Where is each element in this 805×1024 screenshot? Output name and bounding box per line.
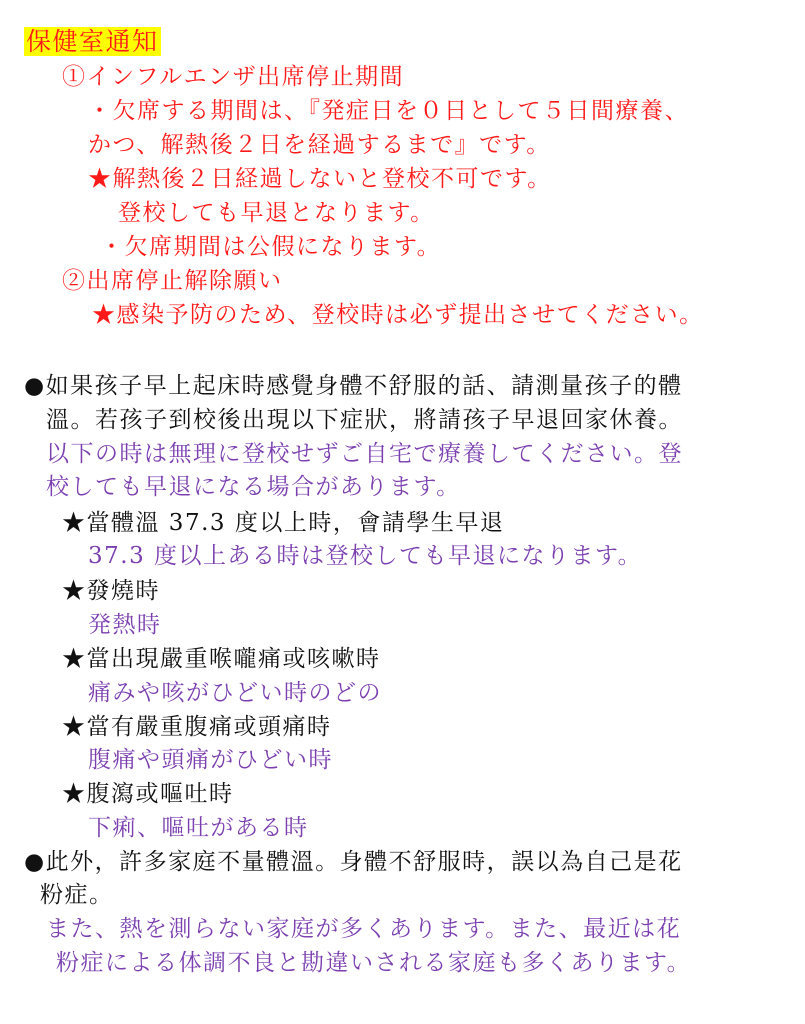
- section2-heading: ②出席停止解除願い: [62, 268, 283, 294]
- item-ja: 腹痛や頭痛がひどい時: [88, 747, 333, 773]
- item-zh: ★當出現嚴重喉嚨痛或咳嗽時: [62, 646, 381, 672]
- item-zh: ★發燒時: [62, 578, 160, 604]
- section1-line5: ・欠席期間は公假になります。: [100, 234, 442, 260]
- item-ja: 37.3 度以上ある時は登校しても早退になります。: [88, 543, 643, 569]
- p1-ja-line2: 校しても早退になる場合があります。: [46, 474, 461, 500]
- item-ja: 下痢、嘔吐がある時: [88, 815, 309, 841]
- section1-line2: かつ、解熱後２日を経過するまで』です。: [88, 132, 551, 158]
- section2-line1: ★感染予防のため、登校時は必ず提出させてください。: [92, 302, 704, 328]
- item-zh: ★當有嚴重腹痛或頭痛時: [62, 714, 332, 740]
- item-ja: 発熱時: [88, 612, 162, 638]
- section1-line4: 登校しても早退となります。: [118, 200, 435, 226]
- section1-line1: ・欠席する期間は、『発症日を０日として５日間療養、: [88, 98, 689, 124]
- notice-title-text: 保健室通知: [26, 27, 159, 56]
- item-zh: ★腹瀉或嘔吐時: [62, 781, 234, 807]
- p1-ja-line1: 以下の時は無理に登校せずご自宅で療養してください。登: [46, 441, 683, 467]
- p1-zh-line1: ●如果孩子早上起床時感覺身體不舒服的話、請測量孩子的體: [24, 373, 683, 399]
- p2-ja-line1: また、熱を測らない家庭が多くあります。また、最近は花: [46, 916, 682, 942]
- item-zh: ★當體溫 37.3 度以上時，會請學生早退: [62, 510, 505, 536]
- p1-zh-line2: 溫。若孩子到校後出現以下症狀，將請孩子早退回家休養。: [46, 407, 683, 433]
- item-ja: 痛みや咳がひどい時のどの: [88, 680, 382, 706]
- section1-heading: ①インフルエンザ出席停止期間: [62, 64, 405, 90]
- notice-title: [24, 27, 161, 57]
- section1-line3: ★解熱後２日経過しないと登校不可です。: [88, 166, 552, 192]
- p2-ja-line2: 粉症による体調不良と勘違いされる家庭も多くあります。: [56, 950, 692, 976]
- p2-zh-line2: 粉症。: [40, 882, 114, 908]
- p2-zh-line1: ●此外，許多家庭不量體溫。身體不舒服時，誤以為自己是花: [24, 849, 683, 875]
